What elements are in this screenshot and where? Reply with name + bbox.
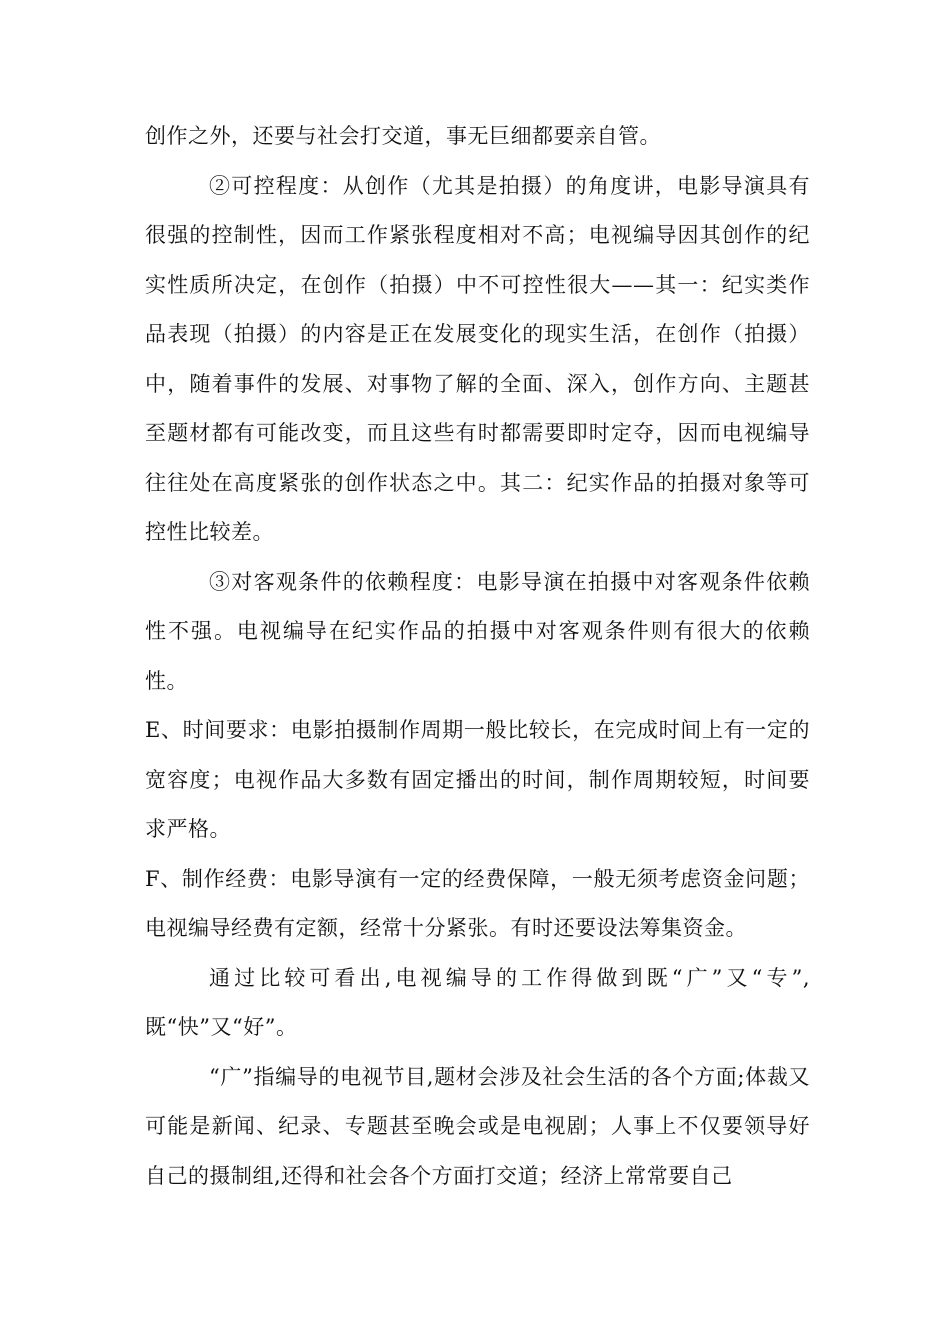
paragraph-dependence-on-conditions: ③对客观条件的依赖程度：电影导演在拍摄中对客观条件依赖性不强。电视编导在纪实作品的拍摄中对客观条件则有很大的依赖性。 xyxy=(145,569,810,693)
document-body xyxy=(145,112,810,1201)
paragraph-comparison-summary: 通过比较可看出,电视编导的工作得做到既“广”又“专”,既“快”又“好”。 xyxy=(145,965,810,1039)
paragraph-broad-definition: “广”指编导的电视节目,题材会涉及社会生活的各个方面;体裁又可能是新闻、纪录、专题甚至晚会或是电视剧；人事上不仅要领导好自己的摄制组,还得和社会各个方面打交道；经济上常常要自己 xyxy=(145,1064,810,1188)
paragraph-time-requirement: E、时间要求：电影拍摄制作周期一般比较长，在完成时间上有一定的宽容度；电视作品大多数有固定播出的时间，制作周期较短，时间要求严格。 xyxy=(145,718,810,841)
paragraph-controllability: ②可控程度：从创作（尤其是拍摄）的角度讲，电影导演具有很强的控制性，因而工作紧张程度相对不高；电视编导因其创作的纪实性质所决定，在创作（拍摄）中不可控性很大——其一：纪实类作品表现（拍摄）的内容是正在发展变化的现实生活，在创作（拍摄）中，随着事件的发展、对事物了解的全面、深入，创作方向、主题甚至题材都有可能改变，而且这些有时都需要即时定夺，因而电视编导往往处在高度紧张的创作状态之中。其二：纪实作品的拍摄对象等可控性比较差。 xyxy=(145,173,810,544)
paragraph-production-budget: F、制作经费：电影导演有一定的经费保障，一般无须考虑资金问题；电视编导经费有定额，经常十分紧张。有时还要设法筹集资金。 xyxy=(145,866,810,940)
paragraph-continuation: 创作之外，还要与社会打交道，事无巨细都要亲自管。 xyxy=(145,124,661,148)
